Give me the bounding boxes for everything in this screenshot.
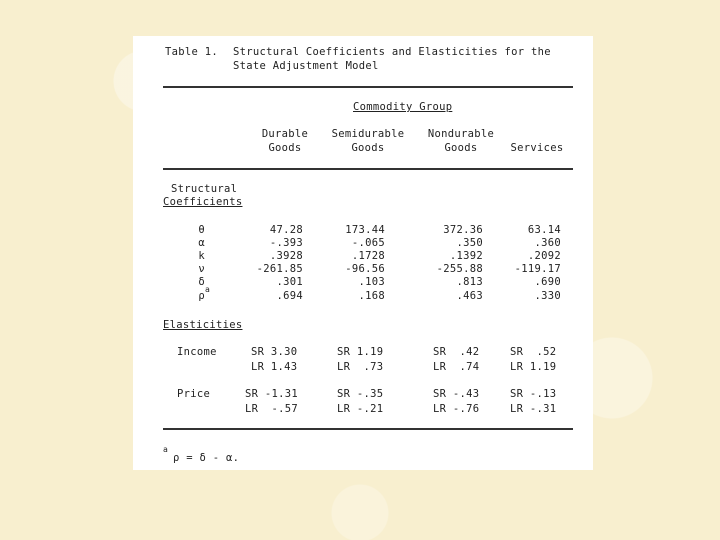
cell-value: -96.56 [345,263,385,275]
cell-value: .3928 [269,250,303,262]
cell-value: LR .74 [433,361,480,373]
structural-header-line2: Coefficients [163,196,243,208]
col-header-semidurable-line2: Goods [351,142,385,154]
coef-superscript: a [205,285,211,294]
cell-value: SR -.43 [433,388,480,400]
cell-value: -.065 [351,237,385,249]
cell-value: 173.44 [345,224,385,236]
col-header-nondurable-line2: Goods [444,142,478,154]
cell-value: SR 1.19 [337,346,384,358]
cell-value: SR 3.30 [251,346,298,358]
coef-symbol: ρ [198,290,205,302]
cell-value: .360 [534,237,561,249]
cell-value: -.393 [269,237,303,249]
income-label: Income [177,346,217,358]
cell-value: .463 [456,290,483,302]
cell-value: LR 1.43 [251,361,298,373]
cell-value: .1392 [449,250,483,262]
cell-value: -261.85 [256,263,303,275]
cell-value: .813 [456,276,483,288]
table-title-line1: Structural Coefficients and Elasticities for the [233,46,551,58]
cell-value: .1728 [351,250,385,262]
table-label: Table 1. [165,46,218,58]
cell-value: LR 1.19 [510,361,557,373]
cell-value: LR -.57 [245,403,298,415]
cell-value: .168 [358,290,385,302]
cell-value: SR .52 [510,346,557,358]
bottom-rule [163,428,573,430]
cell-value: SR -.13 [510,388,557,400]
cell-value: LR .73 [337,361,384,373]
col-header-services-line2: Services [510,142,564,154]
coef-symbol: k [198,250,205,262]
cell-value: .350 [456,237,483,249]
top-rule [163,86,573,88]
col-header-durable-line2: Goods [268,142,302,154]
cell-value: .690 [534,276,561,288]
cell-value: LR -.76 [433,403,480,415]
cell-value: .301 [276,276,303,288]
commodity-group-header: Commodity Group [353,101,453,113]
header-rule [163,168,573,170]
footnote-text: ρ = δ - α. [173,452,240,464]
cell-value: SR -1.31 [245,388,298,400]
cell-value: .330 [534,290,561,302]
col-header-semidurable-line1: Semidurable [331,128,405,140]
cell-value: -255.88 [436,263,483,275]
footnote-mark: a [163,445,169,454]
table-page [133,36,593,470]
elasticities-header: Elasticities [163,319,243,331]
cell-value: SR -.35 [337,388,384,400]
coef-symbol: ν [198,263,205,275]
coef-symbol: θ [198,224,205,236]
structural-header-line1: Structural [171,183,238,195]
cell-value: 372.36 [443,224,483,236]
cell-value: 47.28 [269,224,303,236]
coef-symbol: δ [198,276,205,288]
cell-value: LR -.31 [510,403,557,415]
cell-value: -119.17 [514,263,561,275]
cell-value: .103 [358,276,385,288]
coef-symbol: α [198,237,205,249]
cell-value: 63.14 [527,224,561,236]
cell-value: LR -.21 [337,403,384,415]
cell-value: .694 [276,290,303,302]
col-header-nondurable-line1: Nondurable [427,128,495,140]
cell-value: .2092 [527,250,561,262]
table-title-line2: State Adjustment Model [233,60,379,72]
price-label: Price [177,388,211,400]
cell-value: SR .42 [433,346,480,358]
col-header-durable-line1: Durable [261,128,309,140]
